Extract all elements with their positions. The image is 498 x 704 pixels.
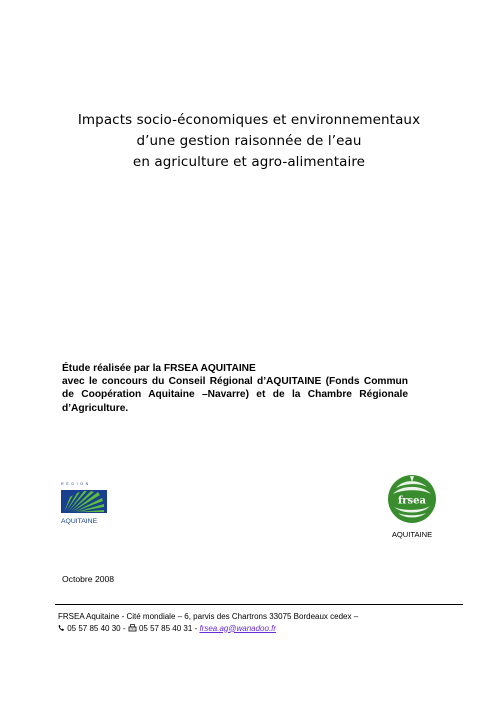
- fax-icon: [128, 624, 137, 632]
- publication-date: Octobre 2008: [62, 574, 115, 584]
- phone-icon: [58, 624, 65, 632]
- title-line-2: d’une gestion raisonnée de l’eau: [136, 133, 362, 149]
- region-aquitaine-logo-graphic: [58, 481, 116, 527]
- footer-phone: 05 57 85 40 30 -: [65, 623, 128, 633]
- frsea-logo-graphic: [385, 473, 439, 529]
- study-author-line: Étude réalisée par la FRSEA AQUITAINE: [62, 363, 256, 374]
- region-aquitaine-logo: [58, 481, 116, 527]
- region-small-label: RÉGION: [61, 482, 91, 486]
- title-line-1: Impacts socio-économiques et environnementaux: [77, 112, 421, 128]
- frsea-mark-text: frsea: [397, 495, 427, 507]
- footer-contact-line: [58, 623, 478, 635]
- footer: [58, 611, 478, 634]
- region-name-label: AQUITAINE: [61, 518, 98, 525]
- study-support-paragraph: avec le concours du Conseil Régional d’AQUITAINE (Fonds Commun de Coopération Aquitaine –Navarre) et de la Chambre Régionale d’Agriculture.: [62, 376, 408, 414]
- document-title: [0, 110, 498, 173]
- footer-email-link[interactable]: frsea.ag@wanadoo.fr: [199, 623, 277, 633]
- frsea-caption: AQUITAINE: [391, 530, 433, 539]
- footer-divider: [55, 604, 463, 605]
- footer-address: FRSEA Aquitaine - Cité mondiale – 6, parvis des Chartrons 33075 Bordeaux cedex –: [58, 612, 359, 621]
- title-line-3: en agriculture et agro-alimentaire: [132, 154, 366, 170]
- footer-fax: 05 57 85 40 31 -: [136, 623, 200, 633]
- study-credits: [62, 362, 408, 415]
